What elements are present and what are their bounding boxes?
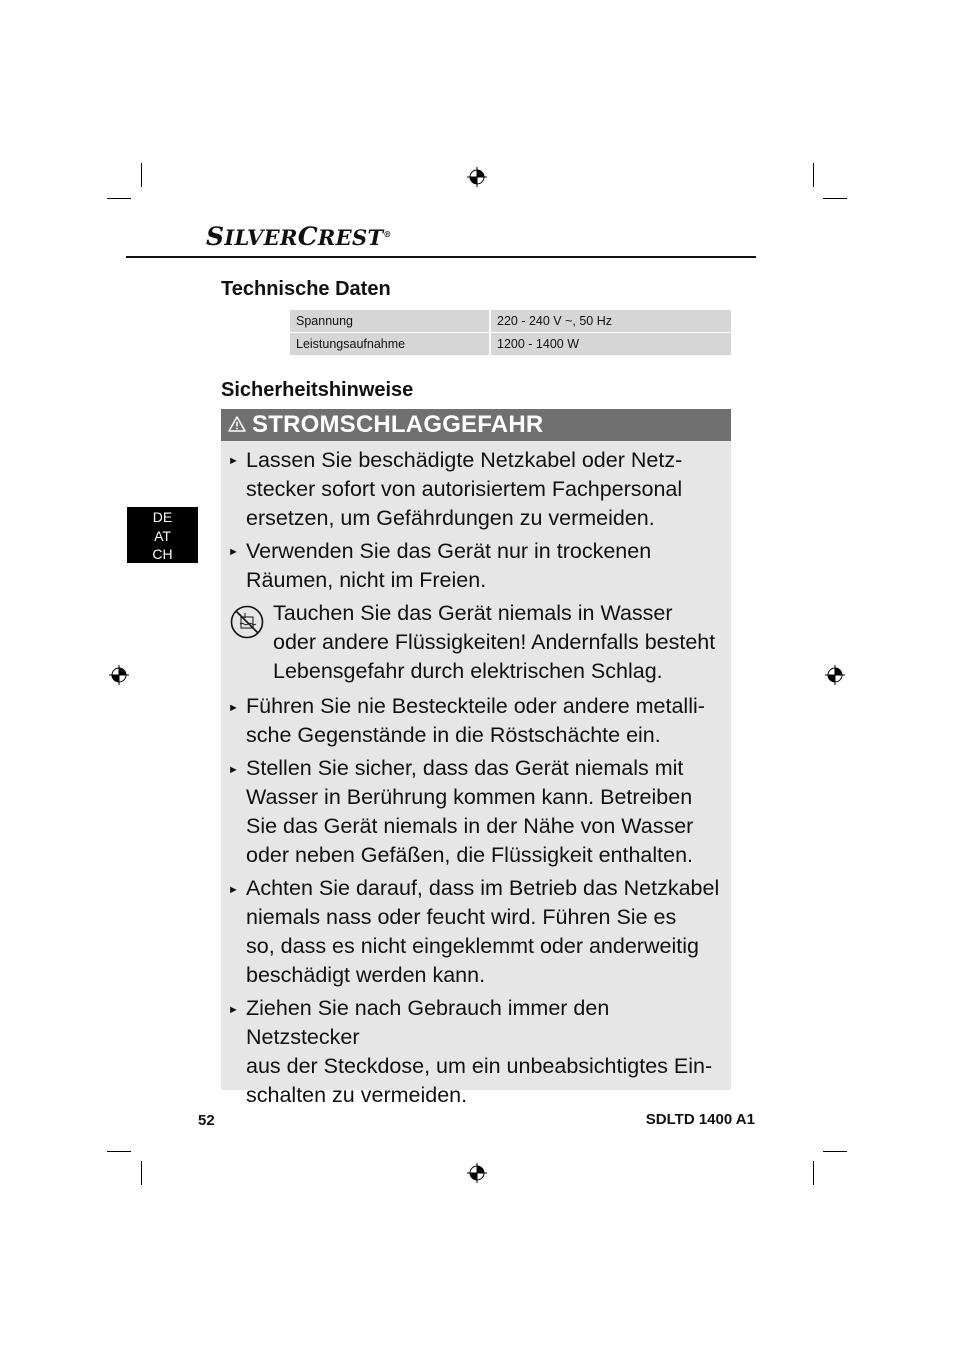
safety-section-heading: Sicherheitshinweise — [221, 379, 414, 401]
language-code: DE — [152, 509, 173, 525]
list-item: Führen Sie nie Besteckteile oder andere metalli- sche Gegenstände in die Röstschächte ein. — [246, 694, 705, 747]
no-immersion-icon — [229, 604, 265, 640]
registration-mark-icon — [109, 665, 129, 685]
language-code: AT — [154, 527, 171, 544]
language-tab — [127, 507, 198, 563]
header-rule — [126, 256, 756, 258]
crop-mark-bottom-left-horizontal — [107, 1151, 131, 1152]
registration-mark-icon — [825, 665, 845, 685]
registration-mark-icon — [467, 1163, 487, 1183]
tech-table — [290, 310, 731, 356]
list-item: Ziehen Sie nach Gebrauch immer den Netzstecker aus der Steckdose, um ein unbeabsichtigtes Ein- schalten zu vermeiden. — [246, 996, 713, 1107]
tech-label: Spannung — [290, 310, 489, 332]
bullet-arrow-icon: ► — [228, 1004, 239, 1016]
tech-value: 220 - 240 V ~, 50 Hz — [491, 310, 731, 332]
tech-value: 1200 - 1400 W — [491, 333, 731, 355]
page-number: 52 — [198, 1112, 215, 1129]
table-row — [290, 310, 731, 332]
warning-header — [221, 409, 731, 441]
list-item: Lassen Sie beschädigte Netzkabel oder Netz- stecker sofort von autorisiertem Fachpersonal ersetzen, um Gefährdungen zu vermeiden. — [246, 448, 683, 530]
list-item: Achten Sie darauf, dass im Betrieb das Netzkabel niemals nass oder feucht wird. Führen Sie es so, dass es nicht eingeklemmt oder anderweitig beschädigt werden kann. — [246, 876, 720, 987]
tech-label: Leistungsaufnahme — [290, 333, 489, 355]
crop-mark-bottom-left-vertical — [141, 1161, 142, 1185]
warning-triangle-icon — [228, 416, 246, 432]
crop-mark-bottom-right-horizontal — [823, 1151, 847, 1152]
warning-title: STROMSCHLAGGEFAHR — [252, 411, 544, 438]
bullet-arrow-icon: ► — [228, 546, 239, 558]
bullet-arrow-icon: ► — [228, 455, 239, 467]
list-item: Stellen Sie sicher, dass das Gerät niemals mit Wasser in Berührung kommen kann. Betreiben Sie das Gerät niemals in der Nähe von Wasser oder neben Gefäßen, die Flüssigkeit enthalten. — [246, 756, 694, 867]
crop-mark-bottom-right-vertical — [813, 1161, 814, 1185]
registration-mark-icon — [467, 167, 487, 187]
bullet-arrow-icon: ► — [228, 764, 239, 776]
crop-mark-top-left-vertical — [141, 163, 142, 187]
bullet-arrow-icon: ► — [228, 884, 239, 896]
model-number: SDLTD 1400 A1 — [645, 1111, 755, 1128]
brand-logo: SILVERCREST® — [206, 222, 392, 251]
crop-mark-top-left-horizontal — [107, 198, 131, 199]
crop-mark-top-right-horizontal — [823, 198, 847, 199]
no-immersion-warning: Tauchen Sie das Gerät niemals in Wasser oder andere Flüssigkeiten! Andernfalls besteht Lebensgefahr durch elektrischen Schlag. — [273, 601, 716, 683]
crop-mark-top-right-vertical — [813, 163, 814, 187]
tech-section-heading: Technische Daten — [221, 278, 391, 300]
bullet-arrow-icon: ► — [228, 702, 239, 714]
list-item: Verwenden Sie das Gerät nur in trockenen Räumen, nicht im Freien. — [246, 539, 652, 592]
table-row — [290, 333, 731, 355]
language-code: CH — [152, 546, 173, 562]
